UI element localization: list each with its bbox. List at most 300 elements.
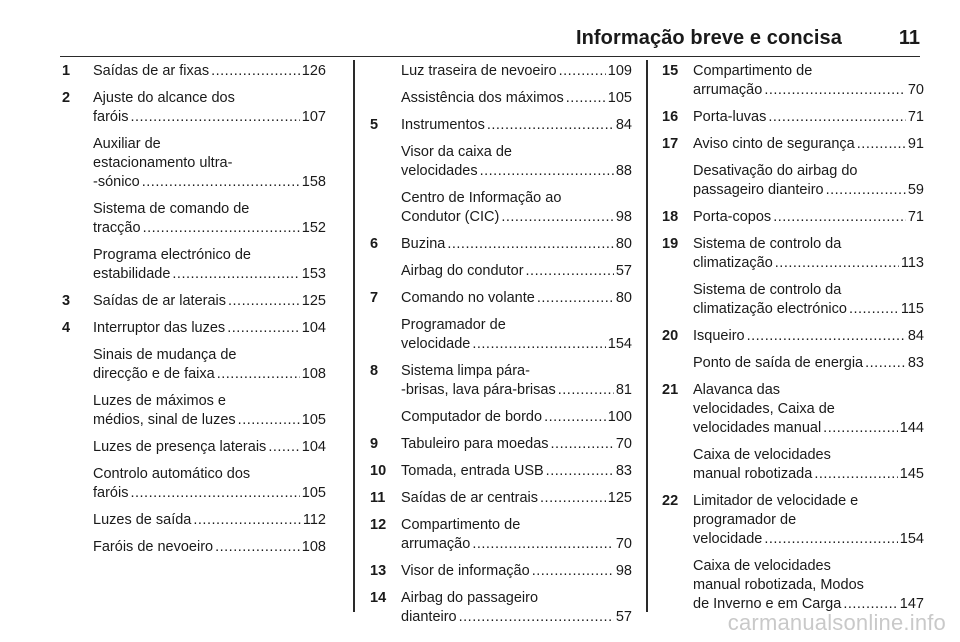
index-entry xyxy=(62,89,326,127)
item-number: 6 xyxy=(370,236,379,252)
entry-line: Isqueiro xyxy=(693,328,745,344)
entry-text xyxy=(693,492,924,549)
index-entry xyxy=(62,246,326,284)
page-reference: 112 xyxy=(302,512,326,528)
index-entry xyxy=(370,262,632,281)
page-reference: 91 xyxy=(907,136,924,152)
entry-text xyxy=(401,589,632,627)
page-reference: 144 xyxy=(899,420,924,436)
entry-last-line xyxy=(401,89,632,108)
entry-line: Sistema limpa pára- xyxy=(401,363,530,379)
index-entry xyxy=(62,438,326,457)
item-number: 5 xyxy=(370,117,379,133)
entry-last-line xyxy=(93,292,326,311)
dot-leader xyxy=(849,300,899,319)
page-reference: 154 xyxy=(607,336,632,352)
dot-leader xyxy=(238,411,300,430)
item-number: 8 xyxy=(370,363,379,379)
entry-line: Instrumentos xyxy=(401,117,485,133)
index-entry xyxy=(370,516,632,554)
dot-leader xyxy=(472,535,614,554)
entry-last-line xyxy=(93,219,326,238)
index-entry xyxy=(662,162,924,200)
page-reference: 105 xyxy=(607,90,632,106)
entry-last-line xyxy=(401,381,632,400)
index-entry xyxy=(370,435,632,454)
entry-text xyxy=(693,354,924,373)
index-entry xyxy=(370,489,632,508)
page-reference: 100 xyxy=(607,409,632,425)
index-entry xyxy=(370,116,632,135)
page-reference: 108 xyxy=(301,366,326,382)
entry-text xyxy=(401,462,632,481)
entry-line: climatização xyxy=(693,255,773,271)
entry-text xyxy=(693,135,924,154)
entry-last-line xyxy=(401,608,632,627)
entry-last-line xyxy=(401,235,632,254)
entry-line: manual robotizada xyxy=(693,466,813,482)
page-reference: 126 xyxy=(301,63,326,79)
dot-leader xyxy=(823,419,898,438)
entry-line: Porta-luvas xyxy=(693,109,767,125)
entry-text xyxy=(693,62,924,100)
entry-line: Caixa de velocidades xyxy=(693,558,831,574)
dot-leader xyxy=(217,365,300,384)
entry-last-line xyxy=(93,173,326,192)
index-entry xyxy=(370,289,632,308)
entry-line: Programador de xyxy=(401,317,506,333)
entry-text xyxy=(401,316,632,354)
entry-line: Airbag do condutor xyxy=(401,263,524,279)
index-entry xyxy=(62,62,326,81)
entry-line: -sónico xyxy=(93,174,140,190)
dot-leader xyxy=(546,462,614,481)
index-entry xyxy=(662,557,924,614)
index-entry xyxy=(62,200,326,238)
entry-text xyxy=(401,516,632,554)
entry-text xyxy=(93,89,326,127)
dot-leader xyxy=(130,484,299,503)
item-number: 2 xyxy=(62,90,71,106)
item-number: 12 xyxy=(370,517,387,533)
item-number: 13 xyxy=(370,563,387,579)
entry-line: Porta-copos xyxy=(693,209,772,225)
entry-last-line xyxy=(93,438,326,457)
entry-last-line xyxy=(693,135,924,154)
entry-text xyxy=(401,62,632,81)
index-entry xyxy=(370,143,632,181)
page-reference: 59 xyxy=(907,182,924,198)
item-number: 10 xyxy=(370,463,387,479)
entry-text xyxy=(693,162,924,200)
dot-leader xyxy=(211,62,300,81)
entry-last-line xyxy=(401,489,632,508)
entry-last-line xyxy=(401,208,632,227)
index-entry xyxy=(662,327,924,346)
dot-leader xyxy=(764,530,897,549)
dot-leader xyxy=(487,116,614,135)
index-entry xyxy=(370,62,632,81)
page-reference: 108 xyxy=(301,539,326,555)
entry-line: Tomada, entrada USB xyxy=(401,463,544,479)
index-entry xyxy=(370,189,632,227)
dot-leader xyxy=(228,292,300,311)
item-number: 20 xyxy=(662,328,679,344)
page-title: Informação breve e concisa xyxy=(575,27,842,49)
index-entry xyxy=(62,346,326,384)
dot-leader xyxy=(865,354,906,373)
page-reference: 107 xyxy=(301,109,326,125)
entry-last-line xyxy=(401,335,632,354)
dot-leader xyxy=(747,327,906,346)
entry-text xyxy=(693,208,924,227)
entry-line: faróis xyxy=(93,109,129,125)
entry-text xyxy=(693,381,924,438)
column-divider xyxy=(353,60,355,612)
page-reference: 70 xyxy=(615,436,632,452)
entry-line: Saídas de ar centrais xyxy=(401,490,539,506)
entry-line: velocidade xyxy=(401,336,471,352)
index-entry xyxy=(370,462,632,481)
index-entry xyxy=(662,62,924,100)
entry-last-line xyxy=(93,319,326,338)
dot-leader xyxy=(566,89,606,108)
page-reference: 71 xyxy=(907,209,924,225)
dot-leader xyxy=(537,289,614,308)
entry-last-line xyxy=(693,208,924,227)
entry-line: Faróis de nevoeiro xyxy=(93,539,214,555)
index-entry xyxy=(62,135,326,192)
entry-text xyxy=(401,89,632,108)
entry-text xyxy=(401,143,632,181)
index-entry xyxy=(662,108,924,127)
entry-text xyxy=(693,446,924,484)
entry-line: Visor da caixa de xyxy=(401,144,512,160)
entry-line: Programa electrónico de xyxy=(93,247,251,263)
dot-leader xyxy=(215,538,300,557)
watermark: carmanualsonline.info xyxy=(727,610,946,635)
page-reference: 109 xyxy=(607,63,632,79)
dot-leader xyxy=(532,562,614,581)
dot-leader xyxy=(857,135,906,154)
page-reference: 125 xyxy=(301,293,326,309)
entry-last-line xyxy=(401,62,632,81)
dot-leader xyxy=(193,511,301,530)
index-entry xyxy=(62,465,326,503)
dot-leader xyxy=(480,162,614,181)
entry-last-line xyxy=(93,484,326,503)
item-number: 17 xyxy=(662,136,679,152)
entry-line: estacionamento ultra- xyxy=(93,155,233,171)
entry-text xyxy=(93,438,326,457)
entry-line: arrumação xyxy=(401,536,471,552)
dot-leader xyxy=(447,235,614,254)
entry-line: Interruptor das luzes xyxy=(93,320,226,336)
page-reference: 147 xyxy=(899,596,924,612)
dot-leader xyxy=(814,465,897,484)
item-number: 21 xyxy=(662,382,679,398)
entry-last-line xyxy=(93,511,326,530)
entry-text xyxy=(401,189,632,227)
entry-text xyxy=(401,562,632,581)
entry-line: climatização electrónico xyxy=(693,301,847,317)
entry-line: Luzes de presença laterais xyxy=(93,439,267,455)
entry-line: Auxiliar de xyxy=(93,136,161,152)
page-reference: 104 xyxy=(301,320,326,336)
entry-line: manual robotizada, Modos xyxy=(693,577,864,593)
entry-line: Desativação do airbag do xyxy=(693,163,858,179)
entry-line: programador de xyxy=(693,512,797,528)
entry-line: Airbag do passageiro xyxy=(401,590,539,606)
page-reference: 98 xyxy=(615,209,632,225)
entry-text xyxy=(93,246,326,284)
page-reference: 80 xyxy=(615,290,632,306)
entry-line: dianteiro xyxy=(401,609,457,625)
page-reference: 152 xyxy=(301,220,326,236)
entry-text xyxy=(693,557,924,614)
entry-line: Luzes de saída xyxy=(93,512,192,528)
entry-last-line xyxy=(93,265,326,284)
entry-line: Visor de informação xyxy=(401,563,530,579)
entry-line: Limitador de velocidade e xyxy=(693,493,859,509)
page-reference: 70 xyxy=(615,536,632,552)
dot-leader xyxy=(227,319,300,338)
index-entry xyxy=(370,235,632,254)
entry-line: Aviso cinto de segurança xyxy=(693,136,855,152)
index-entry xyxy=(62,392,326,430)
index-entry xyxy=(662,281,924,319)
entry-line: velocidade xyxy=(693,531,763,547)
index-entry xyxy=(370,316,632,354)
dot-leader xyxy=(826,181,906,200)
page-reference: 145 xyxy=(899,466,924,482)
page-reference: 105 xyxy=(301,485,326,501)
entry-line: Buzina xyxy=(401,236,446,252)
page-number: 11 xyxy=(898,27,920,49)
dot-leader xyxy=(544,408,606,427)
entry-line: -brisas, lava pára-brisas xyxy=(401,382,556,398)
dot-leader xyxy=(501,208,614,227)
entry-last-line xyxy=(693,108,924,127)
item-number: 16 xyxy=(662,109,679,125)
index-entry xyxy=(662,492,924,549)
entry-line: tracção xyxy=(93,220,141,236)
entry-line: velocidades, Caixa de xyxy=(693,401,835,417)
entry-last-line xyxy=(93,411,326,430)
page-reference: 153 xyxy=(301,266,326,282)
entry-text xyxy=(93,62,326,81)
entry-line: Controlo automático dos xyxy=(93,466,251,482)
index-entry xyxy=(662,381,924,438)
entry-text xyxy=(693,108,924,127)
entry-text xyxy=(401,362,632,400)
entry-last-line xyxy=(93,62,326,81)
page-reference: 84 xyxy=(907,328,924,344)
entry-last-line xyxy=(693,81,924,100)
entry-line: Centro de Informação ao xyxy=(401,190,562,206)
entry-line: Saídas de ar fixas xyxy=(93,63,210,79)
item-number: 3 xyxy=(62,293,71,309)
column-divider xyxy=(646,60,648,612)
entry-line: passageiro dianteiro xyxy=(693,182,824,198)
entry-text xyxy=(693,235,924,273)
page-reference: 83 xyxy=(615,463,632,479)
entry-last-line xyxy=(401,435,632,454)
entry-line: Ponto de saída de energia xyxy=(693,355,864,371)
entry-line: Condutor (CIC) xyxy=(401,209,500,225)
page-reference: 57 xyxy=(615,609,632,625)
entry-line: Luz traseira de nevoeiro xyxy=(401,63,557,79)
page-reference: 84 xyxy=(615,117,632,133)
entry-text xyxy=(401,116,632,135)
page-reference: 71 xyxy=(907,109,924,125)
index-entry xyxy=(662,354,924,373)
item-number: 19 xyxy=(662,236,679,252)
dot-leader xyxy=(459,608,614,627)
page-reference: 104 xyxy=(301,439,326,455)
index-entry xyxy=(370,589,632,627)
entry-line: Tabuleiro para moedas xyxy=(401,436,549,452)
entry-text xyxy=(401,408,632,427)
index-column-2 xyxy=(370,62,632,635)
dot-leader xyxy=(526,262,614,281)
page-reference: 158 xyxy=(301,174,326,190)
page-header xyxy=(60,24,920,57)
dot-leader xyxy=(551,435,614,454)
entry-text xyxy=(93,346,326,384)
page-reference: 80 xyxy=(615,236,632,252)
entry-line: Assistência dos máximos xyxy=(401,90,564,106)
entry-text xyxy=(693,327,924,346)
entry-last-line xyxy=(693,327,924,346)
entry-line: Saídas de ar laterais xyxy=(93,293,226,309)
index-entry xyxy=(62,538,326,557)
dot-leader xyxy=(775,254,899,273)
page-reference: 83 xyxy=(907,355,924,371)
entry-text xyxy=(401,235,632,254)
entry-last-line xyxy=(693,181,924,200)
index-entry xyxy=(662,135,924,154)
page-reference: 57 xyxy=(615,263,632,279)
dot-leader xyxy=(773,208,906,227)
index-entry xyxy=(370,89,632,108)
entry-last-line xyxy=(401,408,632,427)
dot-leader xyxy=(540,489,606,508)
entry-line: Caixa de velocidades xyxy=(693,447,831,463)
page-reference: 98 xyxy=(615,563,632,579)
entry-line: Compartimento de xyxy=(401,517,521,533)
entry-line: de Inverno e em Carga xyxy=(693,596,842,612)
index-entry xyxy=(370,562,632,581)
entry-line: arrumação xyxy=(693,82,763,98)
entry-text xyxy=(93,292,326,311)
dot-leader xyxy=(559,62,606,81)
dot-leader xyxy=(172,265,299,284)
index-column-3 xyxy=(662,62,924,622)
entry-last-line xyxy=(401,562,632,581)
entry-text xyxy=(93,538,326,557)
item-number: 4 xyxy=(62,320,71,336)
entry-last-line xyxy=(693,254,924,273)
entry-last-line xyxy=(401,289,632,308)
entry-line: Computador de bordo xyxy=(401,409,543,425)
index-entry xyxy=(662,235,924,273)
entry-text xyxy=(401,489,632,508)
index-entry xyxy=(662,446,924,484)
entry-text xyxy=(93,135,326,192)
page-reference: 81 xyxy=(615,382,632,398)
entry-text xyxy=(401,435,632,454)
dot-leader xyxy=(143,219,300,238)
entry-last-line xyxy=(693,419,924,438)
entry-line: Sinais de mudança de xyxy=(93,347,237,363)
page-reference: 88 xyxy=(615,163,632,179)
entry-line: Sistema de comando de xyxy=(93,201,250,217)
entry-last-line xyxy=(693,465,924,484)
entry-text xyxy=(693,281,924,319)
item-number: 18 xyxy=(662,209,679,225)
index-column-1 xyxy=(62,62,326,565)
item-number: 15 xyxy=(662,63,679,79)
item-number: 1 xyxy=(62,63,71,79)
dot-leader xyxy=(142,173,300,192)
entry-line: Compartimento de xyxy=(693,63,813,79)
entry-text xyxy=(401,289,632,308)
dot-leader xyxy=(472,335,605,354)
index-entry xyxy=(370,408,632,427)
entry-last-line xyxy=(93,538,326,557)
page-reference: 113 xyxy=(900,255,924,271)
entry-line: Luzes de máximos e xyxy=(93,393,226,409)
entry-line: Sistema de controlo da xyxy=(693,236,842,252)
entry-line: velocidades manual xyxy=(693,420,822,436)
entry-text xyxy=(93,392,326,430)
entry-last-line xyxy=(401,535,632,554)
entry-text xyxy=(93,511,326,530)
dot-leader xyxy=(764,81,906,100)
item-number: 7 xyxy=(370,290,379,306)
item-number: 9 xyxy=(370,436,379,452)
page-reference: 70 xyxy=(907,82,924,98)
dot-leader xyxy=(130,108,299,127)
dot-leader xyxy=(268,438,299,457)
entry-line: Sistema de controlo da xyxy=(693,282,842,298)
index-entry xyxy=(62,292,326,311)
dot-leader xyxy=(768,108,906,127)
entry-line: faróis xyxy=(93,485,129,501)
entry-line: direcção e de faixa xyxy=(93,366,215,382)
entry-last-line xyxy=(401,116,632,135)
entry-last-line xyxy=(401,462,632,481)
entry-last-line xyxy=(401,162,632,181)
entry-line: médios, sinal de luzes xyxy=(93,412,236,428)
item-number: 11 xyxy=(370,490,386,506)
entry-text xyxy=(93,200,326,238)
entry-line: Ajuste do alcance dos xyxy=(93,90,235,106)
entry-last-line xyxy=(401,262,632,281)
entry-last-line xyxy=(693,354,924,373)
page-reference: 125 xyxy=(607,490,632,506)
index-entry xyxy=(662,208,924,227)
page-reference: 154 xyxy=(899,531,924,547)
entry-line: Comando no volante xyxy=(401,290,535,306)
entry-last-line xyxy=(93,108,326,127)
item-number: 22 xyxy=(662,493,679,509)
entry-line: velocidades xyxy=(401,163,478,179)
index-entry xyxy=(370,362,632,400)
entry-last-line xyxy=(93,365,326,384)
entry-last-line xyxy=(693,300,924,319)
